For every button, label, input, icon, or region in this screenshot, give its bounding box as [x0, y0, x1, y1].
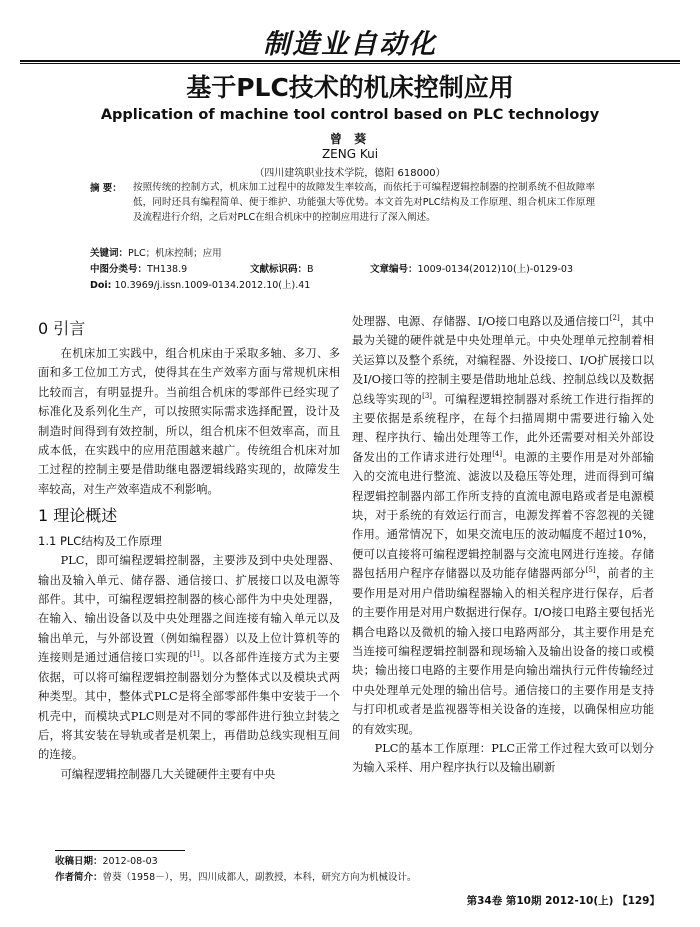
author-bio: 曾葵（1958－），男，四川成都人，副教授，本科，研究方向为机械设计。 [102, 872, 417, 883]
affiliation: （四川建筑职业技术学院，德阳 618000） [254, 168, 446, 179]
citation: [5] [585, 566, 596, 575]
header-rule-thin [20, 63, 680, 64]
doi-label: Doi: [90, 280, 112, 291]
section-0-paragraph: 在机床加工实践中，组合机床由于采取多轴、多刀、多面和多工位加工方式，使得其在生产效率方面与常规机床相比较而言，有明显提升。当前组合机床的零部件已经实现了标准化及系列化生产，可以按照实际需求选择配置，设计及制造时间得到有效控制，所以，组合机床不但效率高，而且成本低，在实践中的应用范围越来越广。传统组合机床对加工过程的控制主要是借助继电器逻辑线路实现的，故障发生率较高，对生产效率造成不利影响。 [38, 347, 340, 496]
abstract-text: 按照传统的控制方式，机床加工过程中的故障发生率较高，而依托于可编程逻辑控制器的控制系统不但故障率低，同时还具有编程简单、便于维护、功能强大等优势。本文首先对PLC结构及工作原理、组合机床工作原理及流程进行介绍，之后对PLC在组合机床中的控制应用进行了深入阐述。 [133, 182, 595, 223]
citation: [2] [609, 314, 620, 323]
doc-code-line [250, 262, 314, 277]
author-name: 曾 葵 [329, 132, 371, 146]
citation: [1] [189, 650, 200, 659]
author-bio-label: 作者简介： [55, 872, 103, 883]
right-column [352, 312, 654, 778]
doc-code-label: 文献标识码： [250, 264, 308, 275]
journal-name: 制造业自动化 [263, 29, 437, 60]
left-column [38, 312, 340, 784]
paper-title-en: Application of machine tool control based on PLC technology [100, 107, 600, 123]
citation: [3] [422, 391, 433, 400]
author-name-en: ZENG Kui [321, 147, 379, 161]
header-rule [20, 60, 680, 62]
section-1-1-heading: 1.1 PLC结构及工作原理 [38, 534, 162, 549]
keywords-line [90, 246, 222, 261]
section-1-heading: 1 理论概述 [38, 506, 118, 526]
clc-label: 中图分类号： [90, 264, 148, 275]
section-0-heading: 0 引言 [38, 319, 86, 338]
page-footer: 第34卷 第10期 2012-10(上) 【129】 [466, 895, 660, 907]
keywords: PLC；机床控制；应用 [128, 248, 222, 259]
keywords-label: 关键词： [90, 248, 129, 259]
author-bio-line [55, 869, 416, 883]
article-no-line [370, 262, 573, 277]
paper-title: 基于PLC技术的机床控制应用 [186, 73, 514, 102]
footnote-rule [55, 850, 185, 851]
section-1-paragraph-1: PLC，即可编程逻辑控制器，主要涉及到中央处理器、输出及输入单元、储存器、通信接口、扩展接口以及电源等部件。其中，可编程逻辑控制器的核心部件为中央处理器，在输入、输出设备以及中央处理器之间连接有输入单元以及输出单元，与外部设置（例如编程器）以及上位计算机等的连接则是通过通信接口实现的[1]。以各部件连接方式为主要依据，可以将可编程逻辑控制器划分为整体式以及模块式两种类型。其中，整体式PLC是将全部零部件集中安装于一个机壳中，而模块式PLC则是对不同的零部件进行独立封装之后，将其安装在导轨或者是机架上，再借助总线实现相互间的连接。 [38, 554, 340, 762]
right-paragraph-1: 处理器、电源、存储器、I/O接口电路以及通信接口[2]，其中最为关键的硬件就是中央处理单元。中央处理单元控制着相关运算以及整个系统，对编程器、外设接口、I/O扩展接口以及I/O接口等的控制主要是借助地址总线、控制总线以及数据总线等实现的[3]。可编程逻辑控制器对系统工作进行指挥的主要依据是系统程序，在每个扫描周期中需要进行输入处理、程序执行、输出处理等工作，此外还需要对相关外部设备发出的工作请求进行处理[4]。电源的主要作用是对外部输入的交流电进行整流、滤波以及稳压等处理，进而得到可编程逻辑控制器内部工作所支持的直流电源电路或者是电源模块，对于系统的有效运行而言，电源发挥着不容忽视的关键作用。通常情况下，如果交流电压的波动幅度不超过10%，便可以直接将可编程逻辑控制器与交流电网进行连接。存储器包括用户程序存储器以及功能存储器两部分[5]，前者的主要作用是对用户借助编程器输入的相关程序进行保存，后者的主要作用是对用户数据进行保存。I/O接口电路主要包括光耦合电路以及微机的输入接口电路两部分，其主要作用是充当连接可编程逻辑控制器和现场输入及输出设备的接口或模块；输出接口电路的主要作用是向输出端执行元件传输经过中央处理单元处理的输出信号。通信接口的主要作用是支持与打印机或者是监视器等相关设备的连接，以确保相应功能的有效实现。 [352, 314, 654, 736]
citation: [4] [492, 450, 503, 459]
abstract-label: 摘 要： [90, 183, 122, 194]
right-paragraph-2: PLC的基本工作原理：PLC正常工作过程大致可以划分为输入采样、用户程序执行以及输出刷新 [352, 741, 654, 775]
article-no: 1009-0134(2012)10(上)-0129-03 [417, 264, 574, 275]
received-date: 2012-08-03 [102, 856, 158, 867]
clc: TH138.9 [147, 264, 188, 275]
doi-line [90, 278, 310, 293]
section-1-paragraph-2: 可编程逻辑控制器几大关键硬件主要有中央 [60, 767, 276, 781]
doc-code: B [307, 264, 314, 275]
clc-line [90, 262, 187, 277]
doi: 10.3969/j.issn.1009-0134.2012.10(上).41 [114, 280, 311, 291]
article-no-label: 文章编号： [370, 264, 418, 275]
received-line [55, 853, 158, 867]
received-label: 收稿日期： [55, 856, 103, 867]
